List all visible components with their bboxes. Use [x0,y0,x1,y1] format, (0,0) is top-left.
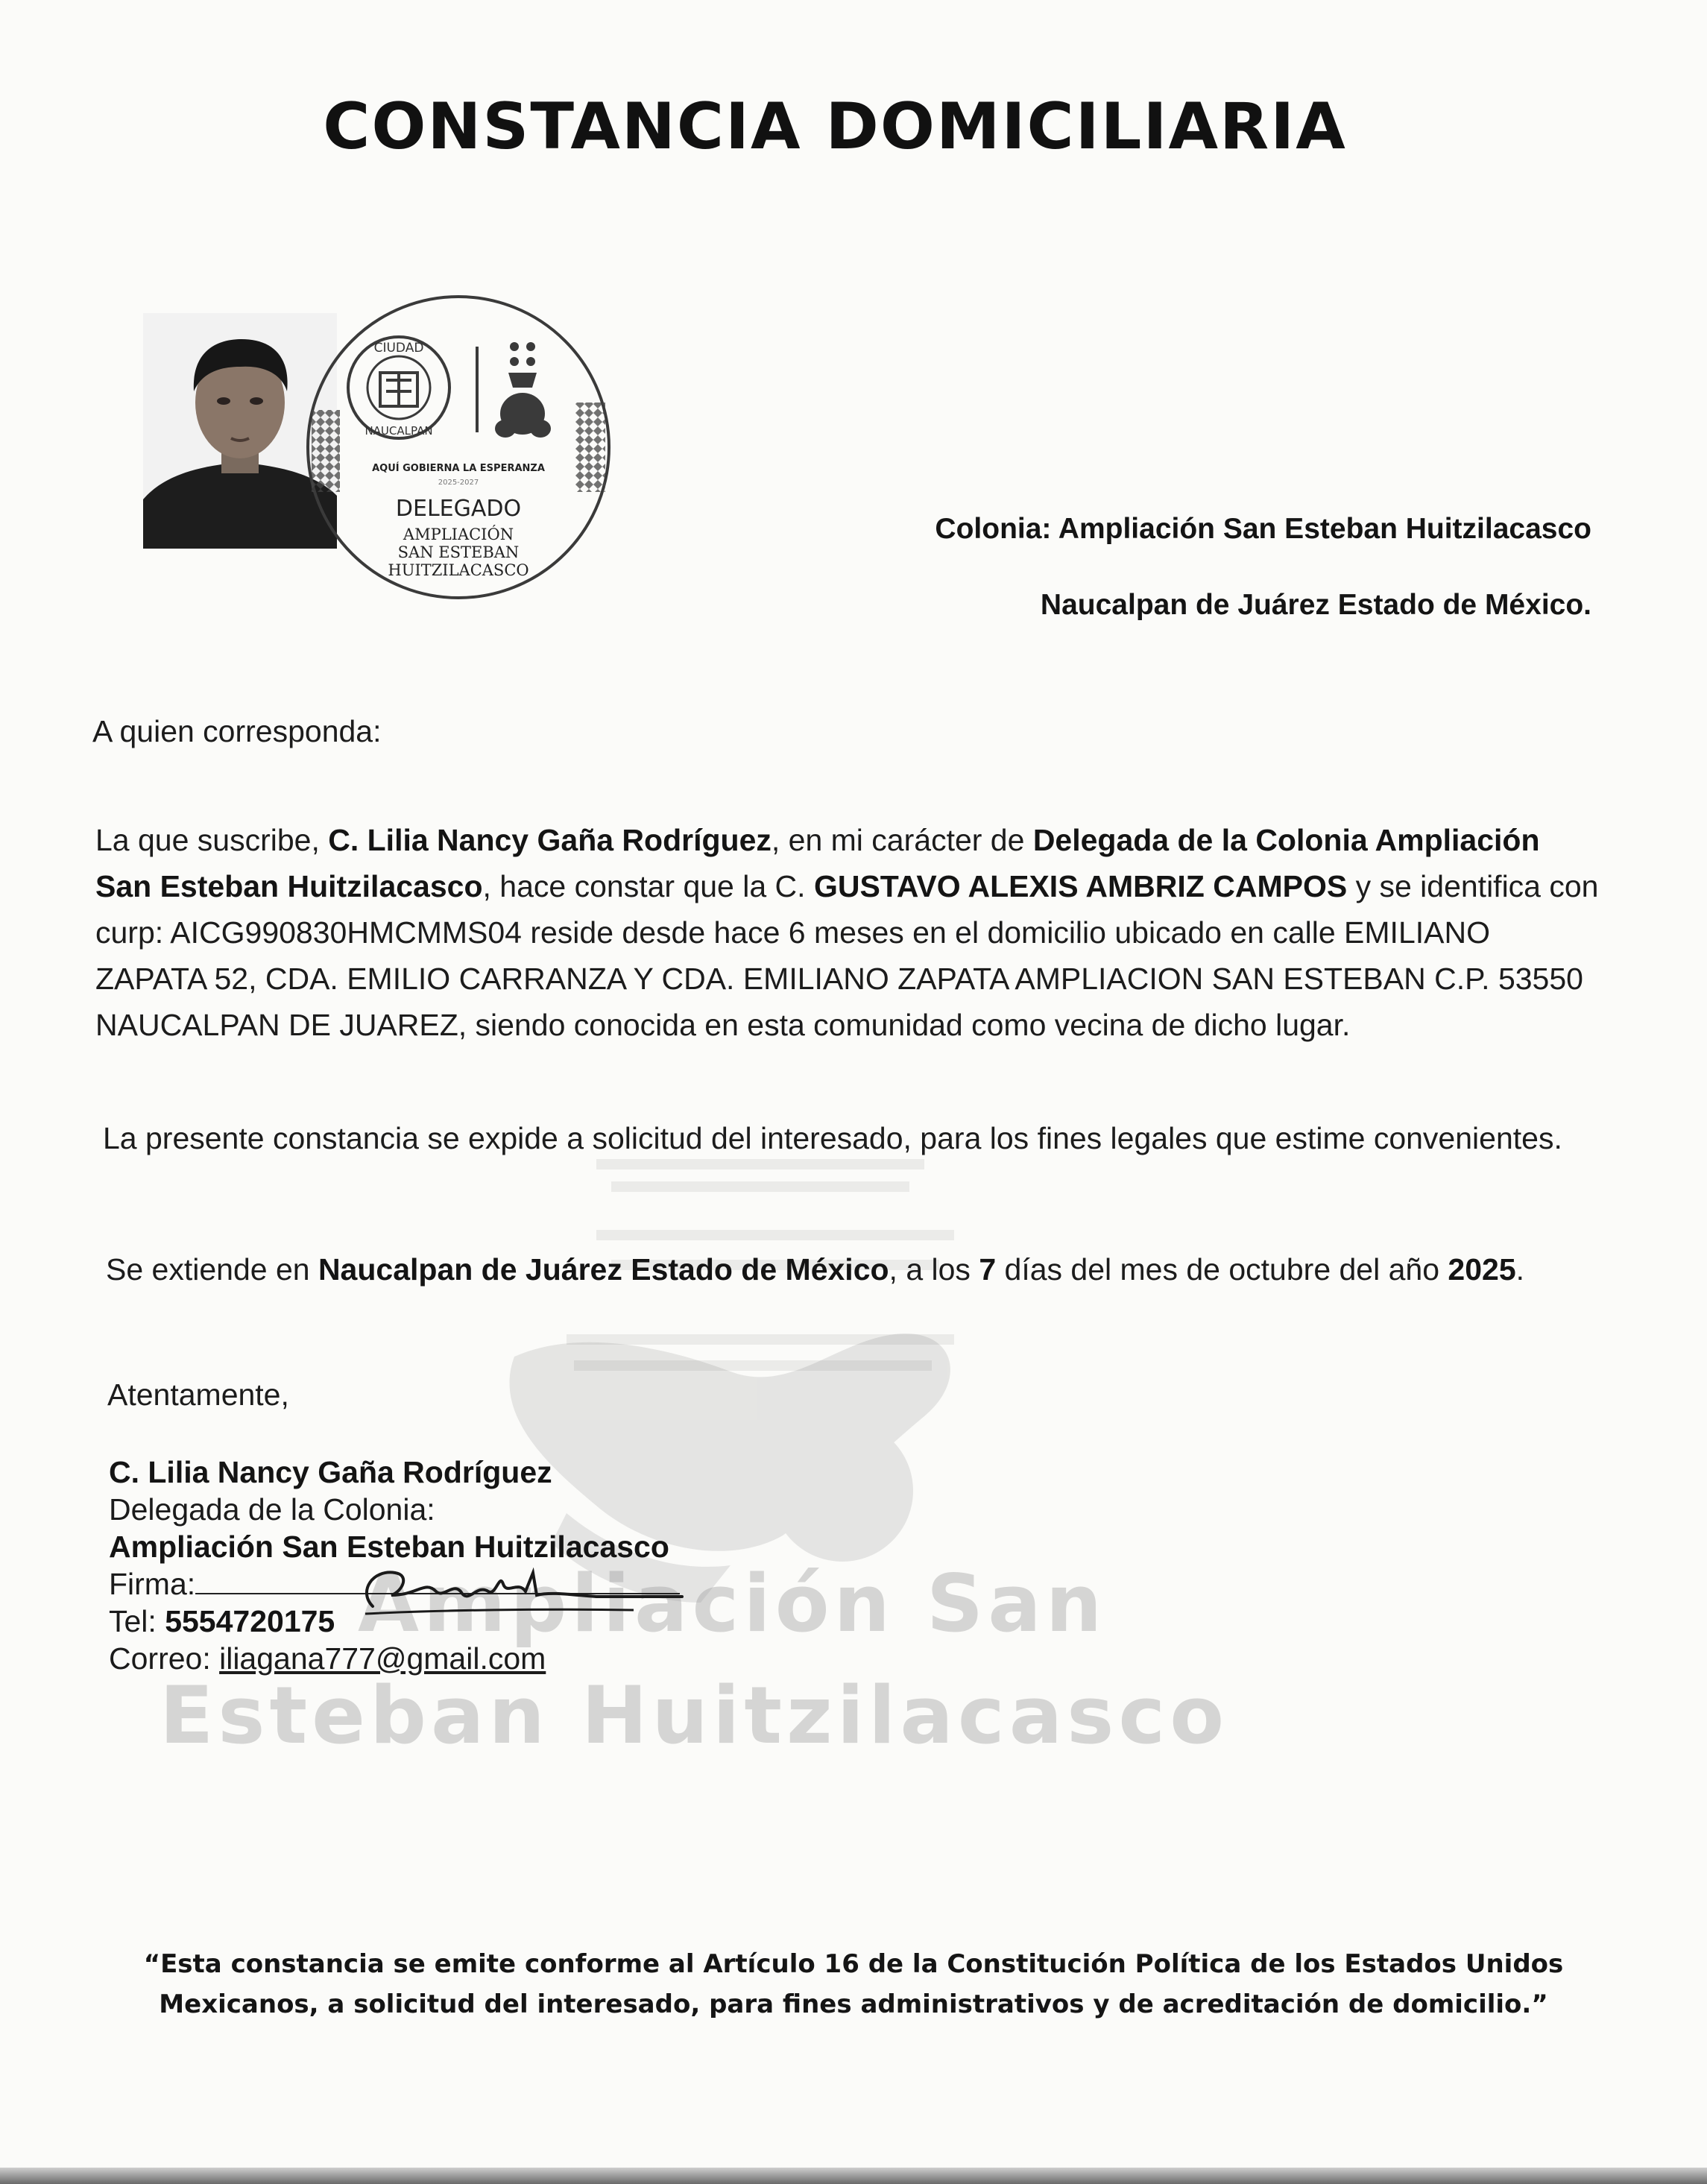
p3-text-4: . [1515,1252,1525,1287]
p3-text-3: días del mes de octubre del año [996,1252,1448,1287]
scan-bottom-edge [0,2168,1707,2184]
p1-bold-role: Delegada de la Colonia Ampliación San Esteban Huitzilacasco [95,823,1540,903]
p3-text-1: Se extiende en [106,1252,318,1287]
seal-line-1: DELEGADO [395,496,522,522]
p1-bold-resident: GUSTAVO ALEXIS AMBRIZ CAMPOS [813,869,1348,903]
document-title: CONSTANCIA DOMICILIARIA [323,89,1347,164]
handwritten-signature [350,1550,693,1632]
p3-bold-place: Naucalpan de Juárez Estado de México [318,1252,889,1287]
watermark-line-2: Esteban Huitzilacasco [160,1670,1229,1761]
seal-motto: AQUÍ GOBIERNA LA ESPERANZA [372,463,545,474]
seal-line-3: SAN ESTEBAN [397,543,520,561]
signatory-colonia: Ampliación San Esteban Huitzilacasco [109,1530,669,1564]
p3-text-2: , a los [889,1252,979,1287]
body-paragraph-1 [95,817,1601,1048]
location-colonia: Colonia: Ampliación San Esteban Huitzilacasco [935,513,1591,545]
email-label: Correo: [109,1641,220,1676]
tel-label: Tel: [109,1604,165,1638]
seal-years: 2025-2027 [438,479,479,487]
p1-bold-signatory: C. Lilia Nancy Gaña Rodríguez [328,823,772,857]
p3-bold-year: 2025 [1448,1252,1516,1287]
official-seal [298,283,619,611]
p1-text-3: , hace constar que la C. [482,869,814,903]
body-paragraph-3 [106,1246,1604,1293]
seal-line-2: AMPLIACIÓN [403,526,514,543]
closing: Atentamente, [107,1377,289,1412]
email-value: iliagana777@gmail.com [219,1641,546,1676]
seal-bottom-text: NAUCALPAN [365,424,433,438]
signatory-role: Delegada de la Colonia: [109,1492,435,1527]
p1-text-2: , en mi carácter de [771,823,1033,857]
seal-line-4: HUITZILACASCO [388,561,529,579]
location-municipio: Naucalpan de Juárez Estado de México. [1040,589,1591,621]
greeting: A quien corresponda: [92,714,382,748]
p1-text-1: La que suscribe, [95,823,329,857]
signatory-name: C. Lilia Nancy Gaña Rodríguez [109,1455,552,1489]
p3-bold-day: 7 [979,1252,997,1287]
body-paragraph-2: La presente constancia se expide a solicitud del interesado, para los fines legales que estime convenientes. [103,1121,1562,1155]
firma-label: Firma: [109,1567,196,1601]
p1-text-4: y se identifica con curp: AICG990830HMCMMS04 reside desde hace 6 meses en el domicilio ubicado en calle EMILIANO ZAPATA 52, CDA. EMILIO CARRANZA Y CDA. EMILIANO ZAPATA AMPLIACION SAN ESTEBAN C.P. 53550 NAUCALPAN DE JUAREZ, siendo conocida en esta comunidad como vecina de dicho lugar. [95,869,1599,1042]
tel-value: 5554720175 [165,1604,335,1638]
legal-footer: “Esta constancia se emite conforme al Artículo 16 de la Constitución Política de los Estados Unidos Mexicanos, a solicitud del interesado, para fines administrativos y de acreditación de domicilio.” [143,1949,1564,2019]
watermark-line-1: Ampliación San [358,1558,1107,1650]
seal-top-text: CIUDAD [373,341,424,356]
